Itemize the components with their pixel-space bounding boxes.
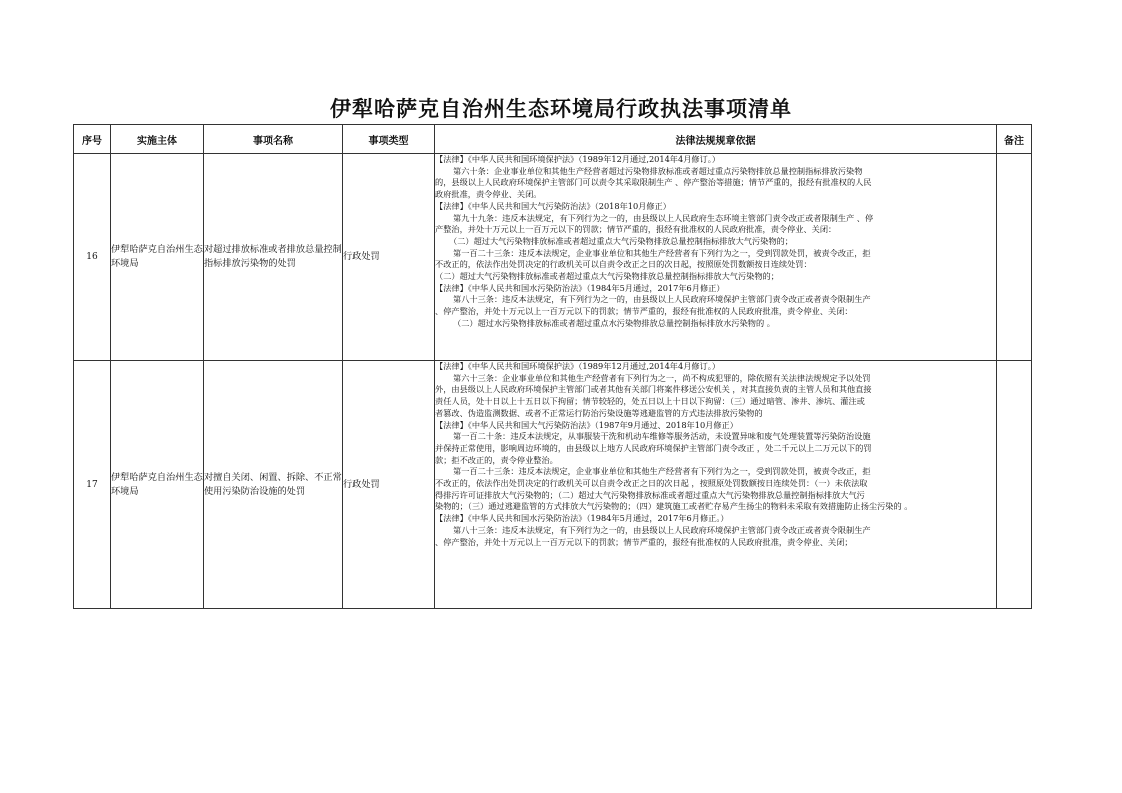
basis-line: 不改正的，依法作出处罚决定的行政机关可以自责令改正之日的次日起，按照原处罚数额按日连续处罚： bbox=[435, 259, 812, 270]
basis-line: 、停产整治，并处十万元以上一百万元以下的罚款；情节严重的，报经有批准权的人民政府批准，责令停业、关闭： bbox=[435, 306, 853, 317]
basis-line: 【法律】《中华人民共和国大气污染防治法》（2018年10月修正） bbox=[435, 200, 671, 211]
header-item-type: 事项类型 bbox=[343, 125, 435, 154]
basis-line: 【法律】《中华人民共和国环境保护法》（1989年12月通过,2014年4月修订。） bbox=[435, 361, 721, 371]
row-item-type: 行政处罚 bbox=[343, 154, 435, 361]
basis-line: 并保持正常使用，影响周边环境的，由县级以上地方人民政府环境保护主管部门责令改正 ，处二千元以上二万元以下的罚 bbox=[435, 442, 872, 453]
basis-line: 第九十九条：违反本法规定，有下列行为之一的，由县级以上人民政府生态环境主管部门责令改正或者限制生产 、停 bbox=[453, 212, 874, 223]
basis-line: 第八十三条：违反本法规定，有下列行为之一的，由县级以上人民政府环境保护主管部门责令改正或者责令限制生产 bbox=[453, 294, 871, 305]
basis-line: （二）超过大气污染物排放标准或者超过重点大气污染物排放总量控制指标排放大气污染物的； bbox=[449, 235, 793, 246]
header-seq: 序号 bbox=[74, 125, 111, 154]
basis-line: 不改正的，依法作出处罚决定的行政机关可以自责令改正之日的次日起 ，按照原处罚数额按日连续处罚：（一）未依法取 bbox=[435, 478, 868, 489]
row-item-name: 对擅自关闭、闲置、拆除、不正常使用污染防治设施的处罚 bbox=[204, 361, 343, 609]
basis-line: 的，县级以上人民政府环境保护主管部门可以责令其采取限制生产 、停产整治等措施；情节严重的，报经有批准权的人民 bbox=[435, 177, 872, 188]
basis-line: 【法律】《中华人民共和国水污染防治法》（1984年5月通过，2017年6月修正。） bbox=[435, 513, 729, 524]
basis-line: 第一百二十三条：违反本法规定，企业事业单位和其他生产经营者有下列行为之一，受到罚款处罚，被责令改正，拒 bbox=[453, 466, 871, 477]
basis-line: 第一百二十条：违反本法规定，从事服装干洗和机动车维修等服务活动，未设置异味和废气处理装置等污染防治设施 bbox=[453, 431, 871, 442]
row-basis bbox=[435, 154, 997, 361]
basis-line: 者篡改、伪造监测数据、或者不正常运行防治污染设施等逃避监管的方式违法排放污染物的 bbox=[435, 407, 763, 418]
basis-line: 【法律】《中华人民共和国大气污染防治法》（1987年9月通过、2018年10月修正） bbox=[435, 419, 738, 430]
basis-line: 款；拒不改正的，责令停业整治。 bbox=[435, 454, 558, 465]
row-seq: 17 bbox=[74, 361, 111, 609]
basis-line: 政府批准，责令停业、关闭。 bbox=[435, 189, 542, 200]
header-remark: 备注 bbox=[997, 125, 1032, 154]
basis-line: 得排污许可证排放大气污染物的；（二）超过大气污染物排放标准或者超过重点大气污染物排放总量控制指标排放大气污 bbox=[435, 489, 865, 500]
row-remark bbox=[997, 154, 1032, 361]
enforcement-table bbox=[73, 124, 1032, 609]
basis-line: 产整治，并处十万元以上一百万元以下的罚款；情节严重的，报经有批准权的人民政府批准，责令停业、关闭： bbox=[435, 224, 837, 235]
page-title: 伊犁哈萨克自治州生态环境局行政执法事项清单 bbox=[330, 96, 792, 121]
row-seq: 16 bbox=[74, 154, 111, 361]
basis-line: （二）超过水污染物排放标准或者超过重点水污染物排放总量控制指标排放水污染物的 。 bbox=[453, 317, 775, 328]
row-subject: 伊犁哈萨克自治州生态环境局 bbox=[111, 361, 204, 609]
table-row bbox=[74, 154, 1032, 361]
header-basis: 法律法规规章依据 bbox=[435, 125, 997, 154]
row-subject: 伊犁哈萨克自治州生态环境局 bbox=[111, 154, 204, 361]
row-basis bbox=[435, 361, 997, 609]
table-header-row bbox=[74, 125, 1032, 154]
basis-line: 第八十三条：违反本法规定，有下列行为之一的，由县级以上人民政府环境保护主管部门责令改正或者责令限制生产 bbox=[453, 524, 871, 535]
header-subject: 实施主体 bbox=[111, 125, 204, 154]
header-item-name: 事项名称 bbox=[204, 125, 343, 154]
row-remark bbox=[997, 361, 1032, 609]
basis-line: 、停产整治，并处十万元以上一百万元以下的罚款；情节严重的，报经有批准权的人民政府批准，责令停业、关闭； bbox=[435, 536, 853, 547]
row-item-type: 行政处罚 bbox=[343, 361, 435, 609]
basis-line: 第六十条：企业事业单位和其他生产经营者超过污染物排放标准或者超过重点污染物排放总量控制指标排放污染物 bbox=[453, 165, 863, 176]
row-item-name: 对超过排放标准或者排放总量控制指标排放污染物的处罚 bbox=[204, 154, 343, 361]
basis-line: 【法律】《中华人民共和国水污染防治法》（1984年5月通过，2017年6月修正） bbox=[435, 282, 725, 293]
basis-line: （二）超过大气污染物排放标准或者超过重点大气污染物排放总量控制指标排放大气污染物的； bbox=[435, 271, 779, 282]
basis-line: 染物的；（三）通过逃避监管的方式排放大气污染物的；（四）建筑施工或者贮存易产生扬尘的物料未采取有效措施防止扬尘污染的 。 bbox=[435, 501, 913, 512]
basis-line: 外，由县级以上人民政府环境保护主管部门或者其他有关部门将案件移送公安机关 ，对其直接负责的主管人员和其他直接 bbox=[435, 384, 872, 395]
basis-line: 责任人员，处十日以上十五日以下拘留；情节较轻的，处五日以上十日以下拘留：（三）通过暗管、渗井、渗坑、灌注或 bbox=[435, 396, 865, 407]
basis-line: 第一百二十三条：违反本法规定，企业事业单位和其他生产经营者有下列行为之一，受到罚款处罚，被责令改正，拒 bbox=[453, 247, 871, 258]
basis-line: 【法律】《中华人民共和国环境保护法》（1989年12月通过,2014年4月修订。） bbox=[435, 154, 721, 164]
basis-line: 第六十三条：企业事业单位和其他生产经营者有下列行为之一，尚不构成犯罪的，除依照有关法律法规规定予以处罚 bbox=[453, 372, 871, 383]
table-row bbox=[74, 361, 1032, 609]
